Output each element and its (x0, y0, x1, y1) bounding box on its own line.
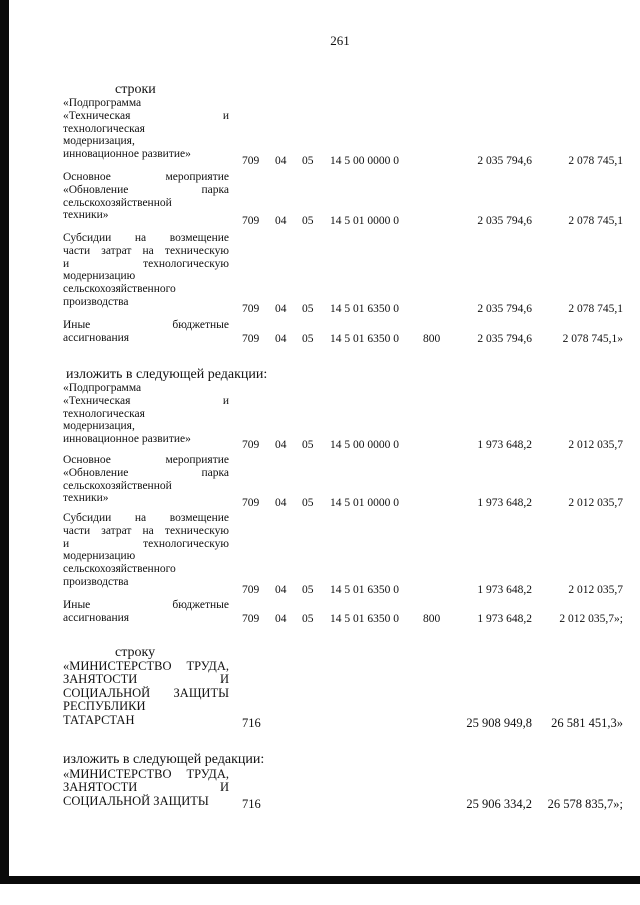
description-line: технологическая (63, 122, 145, 135)
ministry-code: 709 (242, 333, 260, 345)
description-line: «МИНИСТЕРСТВО ТРУДА, (63, 767, 229, 781)
description-line: ЗАНЯТОСТИ И (63, 780, 229, 795)
row-description (63, 171, 229, 222)
subsection-code: 05 (302, 215, 314, 227)
description-line: «МИНИСТЕРСТВО ТРУДА, (63, 659, 229, 673)
ministry-code: 709 (242, 497, 260, 509)
ministry-code: 709 (242, 155, 260, 167)
section-code: 04 (275, 584, 287, 596)
amount-2017: 2 012 035,7»; (559, 613, 623, 625)
description-line: и технологическую (63, 537, 229, 550)
row-description (63, 97, 229, 161)
section-code: 04 (275, 497, 287, 509)
description-line: Субсидии на возмещение (63, 232, 229, 244)
description-line: сельскохозяйственной (63, 196, 172, 209)
ministry-code: 709 (242, 584, 260, 596)
target-article-code: 14 5 01 6350 0 (330, 584, 399, 596)
description-line: производства (63, 575, 129, 588)
row-description (63, 232, 229, 309)
target-article-code: 14 5 01 6350 0 (330, 333, 399, 345)
section-code: 04 (275, 333, 287, 345)
section-code: 04 (275, 155, 287, 167)
target-article-code: 14 5 01 0000 0 (330, 497, 399, 509)
amount-2016: 25 906 334,2 (466, 797, 532, 811)
description-line: «Подпрограмма (63, 97, 142, 109)
subsection-code: 05 (302, 333, 314, 345)
description-line: модернизация, (63, 135, 135, 148)
description-line: техники» (63, 209, 109, 222)
block-intro: изложить в следующей редакции: (63, 752, 265, 767)
description-line: «Техническая и (63, 394, 229, 407)
amount-2017: 2 012 035,7 (568, 439, 623, 451)
block-intro: изложить в следующей редакции: (66, 367, 268, 382)
section-code: 04 (275, 215, 287, 227)
description-line: Иные бюджетные (63, 319, 229, 331)
description-line: сельскохозяйственного (63, 283, 176, 296)
ministry-code: 709 (242, 613, 260, 625)
amount-2017: 2 078 745,1 (568, 215, 623, 227)
expense-type-code: 800 (423, 613, 441, 625)
block-intro: строки (115, 82, 156, 97)
row-description (63, 454, 229, 505)
description-line: и технологическую (63, 257, 229, 270)
description-line: инновационное развитие» (63, 433, 191, 446)
subsection-code: 05 (302, 303, 314, 315)
description-line: Основное мероприятие (63, 171, 229, 183)
target-article-code: 14 5 00 0000 0 (330, 155, 399, 167)
amount-2017: 2 078 745,1 (568, 155, 623, 167)
description-line: сельскохозяйственного (63, 563, 176, 576)
description-line: модернизация, (63, 420, 135, 433)
row-description (63, 599, 229, 625)
amount-2017: 26 578 835,7»; (547, 797, 623, 811)
ministry-code: 709 (242, 439, 260, 451)
amount-2017: 2 078 745,1» (562, 333, 623, 345)
row-description (63, 319, 229, 345)
amount-2016: 25 908 949,8 (466, 716, 532, 730)
description-line: инновационное развитие» (63, 148, 191, 161)
target-article-code: 14 5 01 6350 0 (330, 613, 399, 625)
amount-2016: 2 035 794,6 (477, 333, 532, 345)
description-line: ТАТАРСТАН (63, 712, 135, 727)
amount-2016: 2 035 794,6 (477, 155, 532, 167)
ministry-code: 716 (242, 797, 261, 811)
amount-2016: 1 973 648,2 (477, 439, 532, 451)
description-line: модернизацию (63, 270, 136, 283)
description-line: Основное мероприятие (63, 454, 229, 466)
description-line: «Техническая и (63, 109, 229, 122)
amount-2016: 2 035 794,6 (477, 303, 532, 315)
description-line: части затрат на техническую (63, 524, 229, 537)
target-article-code: 14 5 01 0000 0 (330, 215, 399, 227)
target-article-code: 14 5 00 0000 0 (330, 439, 399, 451)
block-intro: строку (115, 645, 156, 660)
ministry-code: 709 (242, 215, 260, 227)
page-number: 261 (330, 33, 350, 48)
description-line: «Подпрограмма (63, 382, 142, 394)
subsection-code: 05 (302, 155, 314, 167)
row-description (63, 660, 229, 727)
row-description (63, 512, 229, 589)
section-code: 04 (275, 303, 287, 315)
amount-2016: 2 035 794,6 (477, 215, 532, 227)
description-line: Субсидии на возмещение (63, 512, 229, 524)
scan-border-left (0, 0, 9, 883)
description-line: производства (63, 295, 129, 308)
amount-2016: 1 973 648,2 (477, 613, 532, 625)
description-line: «Обновление парка (63, 183, 229, 196)
description-line: ассигнования (63, 611, 130, 624)
subsection-code: 05 (302, 497, 314, 509)
row-description (63, 382, 229, 446)
amount-2017: 2 012 035,7 (568, 497, 623, 509)
description-line: ассигнования (63, 331, 130, 344)
description-line: сельскохозяйственной (63, 479, 172, 492)
section-code: 04 (275, 439, 287, 451)
section-code: 04 (275, 613, 287, 625)
subsection-code: 05 (302, 584, 314, 596)
description-line: «Обновление парка (63, 466, 229, 479)
description-line: техники» (63, 492, 109, 505)
description-line: части затрат на техническую (63, 244, 229, 257)
scan-border-bottom (0, 876, 640, 884)
subsection-code: 05 (302, 439, 314, 451)
amount-2016: 1 973 648,2 (477, 497, 532, 509)
amount-2017: 26 581 451,3» (551, 716, 623, 730)
amount-2016: 1 973 648,2 (477, 584, 532, 596)
ministry-code: 709 (242, 303, 260, 315)
description-line: ЗАНЯТОСТИ И (63, 672, 229, 687)
description-line: модернизацию (63, 550, 136, 563)
description-line: СОЦИАЛЬНОЙ ЗАЩИТЫ (63, 685, 229, 700)
row-description (63, 768, 229, 808)
amount-2017: 2 078 745,1 (568, 303, 623, 315)
description-line: Иные бюджетные (63, 599, 229, 611)
amount-2017: 2 012 035,7 (568, 584, 623, 596)
target-article-code: 14 5 01 6350 0 (330, 303, 399, 315)
description-line: технологическая (63, 407, 145, 420)
description-line: РЕСПУБЛИКИ (63, 699, 146, 714)
expense-type-code: 800 (423, 333, 441, 345)
description-line: СОЦИАЛЬНОЙ ЗАЩИТЫ (63, 793, 209, 808)
ministry-code: 716 (242, 716, 261, 730)
subsection-code: 05 (302, 613, 314, 625)
